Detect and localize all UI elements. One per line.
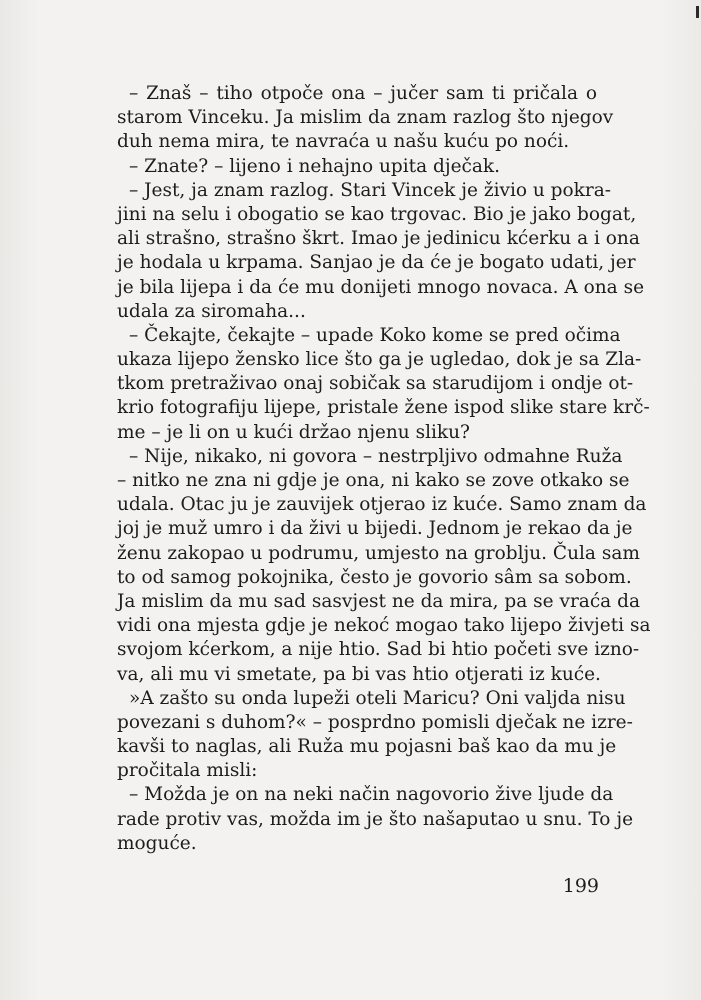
text-line: – nitko ne zna ni gdje je ona, ni kako se zove otkako se <box>117 470 630 491</box>
text-line: je hodala u krpama. Sanjao je da će je bogato udati, jer <box>117 252 636 274</box>
text-line: – Znate? – lijeno i nehajno upita dječak. <box>129 155 500 177</box>
text-line: pročitala misli: <box>117 760 258 782</box>
text-line: to od samog pokojnika, često je govorio sâm sa sobom. <box>117 566 632 588</box>
text-line: – Čekajte, čekajte – upade Koko kome se pred očima <box>129 324 621 346</box>
text-line: udala. Otac ju je zauvijek otjerao iz kuće. Samo znam da <box>117 494 647 516</box>
text-line: joj je muž umro i da živi u bijedi. Jednom je rekao da je <box>117 518 633 540</box>
text-line: – Jest, ja znam razlog. Stari Vincek je živio u pokra- <box>129 179 611 201</box>
text-line: tkom pretraživao onaj sobičak sa starudijom i ondje ot- <box>117 373 634 395</box>
text-line: Ja mislim da mu sad sasvjest ne da mira, pa se vraća da <box>117 590 640 612</box>
text-line: jini na selu i obogatio se kao trgovac. Bio je jako bogat, <box>117 203 637 225</box>
text-line: udala za siromaha... <box>117 300 306 322</box>
scan-edge-mark <box>696 6 699 18</box>
page-number: 199 <box>562 875 599 897</box>
text-line: duh nema mira, te navraća u našu kuću po noći. <box>117 131 570 153</box>
text-line: moguće. <box>117 832 197 854</box>
text-line: je bila lijepa i da će mu donijeti mnogo novaca. A ona se <box>117 276 645 298</box>
text-line: kavši to naglas, ali Ruža mu pojasni baš kao da mu je <box>117 736 617 758</box>
text-line: – Nije, nikako, ni govora – nestrpljivo odmahne Ruža <box>129 445 623 467</box>
text-line: – Znaš – tiho otpoče ona – jučer sam ti pričala o <box>129 83 597 104</box>
body-text <box>117 82 651 856</box>
text-line: svojom kćerkom, a nije htio. Sad bi htio početi sve izno- <box>117 639 640 661</box>
text-line: ženu zakopao u podrumu, umjesto na groblju. Čula sam <box>117 542 640 564</box>
text-line: povezani s duhom?« – posprdno pomisli dječak ne izre- <box>117 711 633 733</box>
text-line: rade protiv vas, možda im je što našaputao u snu. To je <box>117 808 634 830</box>
text-line: »A zašto su onda lupeži oteli Maricu? Oni valjda nisu <box>129 687 626 709</box>
text-line: vidi ona mjesta gdje je nekoć mogao tako lijepo živjeti sa <box>117 615 651 637</box>
text-line: ukaza lijepo žensko lice što ga je ugledao, dok je sa Zla- <box>117 349 642 371</box>
text-line: – Možda je on na neki način nagovorio žive ljude da <box>129 784 614 806</box>
text-line: me – je li on u kući držao njenu sliku? <box>117 421 470 443</box>
text-line: va, ali mu vi smetate, pa bi vas htio otjerati iz kuće. <box>117 663 601 685</box>
text-line: starom Vinceku. Ja mislim da znam razlog što njegov <box>117 107 614 129</box>
text-line: ali strašno, strašno škrt. Imao je jedinicu kćerku a i ona <box>117 228 640 250</box>
text-line: krio fotografiju lijepe, pristale žene ispod slike stare krč- <box>117 397 650 419</box>
